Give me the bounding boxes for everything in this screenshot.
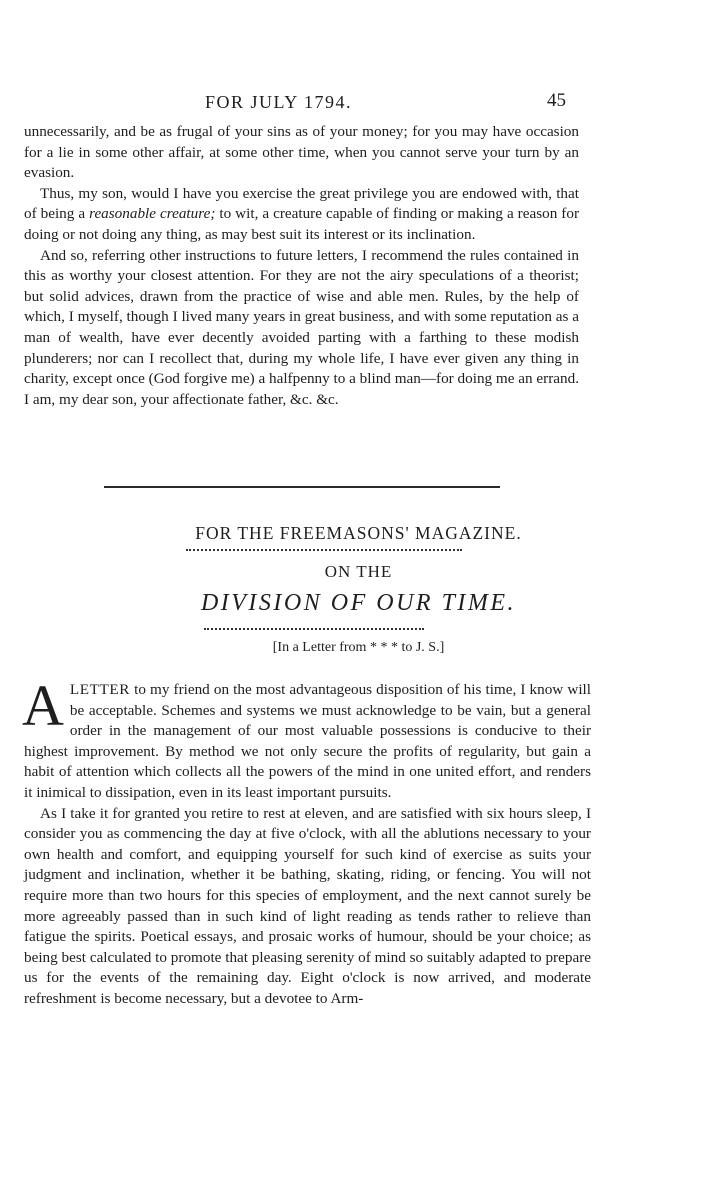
page-header — [0, 90, 717, 120]
text-run: to wit, a creature capable of finding or making a reason for doing or not doing any thing, as may best suit its interest or its inclination. — [24, 205, 580, 243]
paragraph — [24, 184, 579, 246]
article-body — [22, 673, 591, 1010]
paragraph — [22, 673, 591, 804]
running-title: FOR JULY 1794. — [205, 92, 353, 112]
text-run: Thus, my son, would I have you exercise the great privilege you are endowed with, that of being a — [24, 184, 579, 223]
text-run: to my friend on the most advantageous disposition of his time, I know will be acceptable. Schemes and systems we must acknowledge to be vain, but a general order in the management of our most valuable possessions is conducive to their highest improvement. By method we not only secure the profits of regularity, but gain a habit of attention which collects all the powers of the mind in one united effort, and renders it inimical to dissipation, even in its least important pursuits. — [24, 681, 591, 801]
paragraph: unnecessarily, and be as frugal of your sins as of your money; for you may have occasion for a lie in some other affair, at some other time, when you cannot serve your turn by an evasion. — [24, 123, 579, 182]
paragraph: And so, referring other instructions to future letters, I recommend the rules contained in this as worthy your closest attention. For they are not the airy speculations of a theorist; but solid advices, drawn from the practice of wise and able men. Rules, by the help of which, I myself, though I lived many years in great business, and with some reputation as a man of wealth, have ever decently avoided parting with a farthing to these modish plunderers; nor can I recollect that, during my whole life, I have ever given any thing in charity, except once (God forgive me) a halfpenny to a blind man—for doing me an errand. I am, my dear son, your affectionate father, &c. &c. — [24, 246, 579, 408]
article-subheading: ON THE — [324, 562, 393, 581]
section-divider — [104, 486, 500, 488]
paragraph: As I take it for granted you retire to rest at eleven, and are satisfied with six hours sleep, I consider you as commencing the day at five o'clock, with all the ablutions necessary to your own health and comfort, and equipping yourself for such kind of exercise as suits your judgment and inclination, whether it be bathing, skating, riding, or fencing. You will not require more than two hours for this species of employment, and the next cannot surely be more agreeably passed than in such kind of light reading as tends rather to relieve than fatigue the spirits. Poetical essays, and prosaic works of humour, should be your choice; as being best calculated to promote that pleasing serenity of mind so suitably adapted to prepare us for the events of the remaining day. Eight o'clock is now arrived, and moderate refreshment is become necessary, but a devotee to Arm- — [24, 804, 591, 1007]
italic-phrase: reasonable creature; — [89, 205, 216, 223]
ornamental-rule — [186, 549, 462, 553]
continued-letter-text — [24, 122, 579, 410]
ornamental-rule — [204, 628, 424, 632]
byline: [In a Letter from * * * to J. S.] — [272, 640, 445, 655]
lead-word: LETTER — [69, 681, 131, 698]
article-title: DIVISION OF OUR TIME. — [200, 590, 517, 616]
drop-cap: A — [22, 673, 64, 738]
page-number: 45 — [547, 90, 566, 111]
magazine-heading: FOR THE FREEMASONS' MAGAZINE. — [195, 523, 522, 543]
